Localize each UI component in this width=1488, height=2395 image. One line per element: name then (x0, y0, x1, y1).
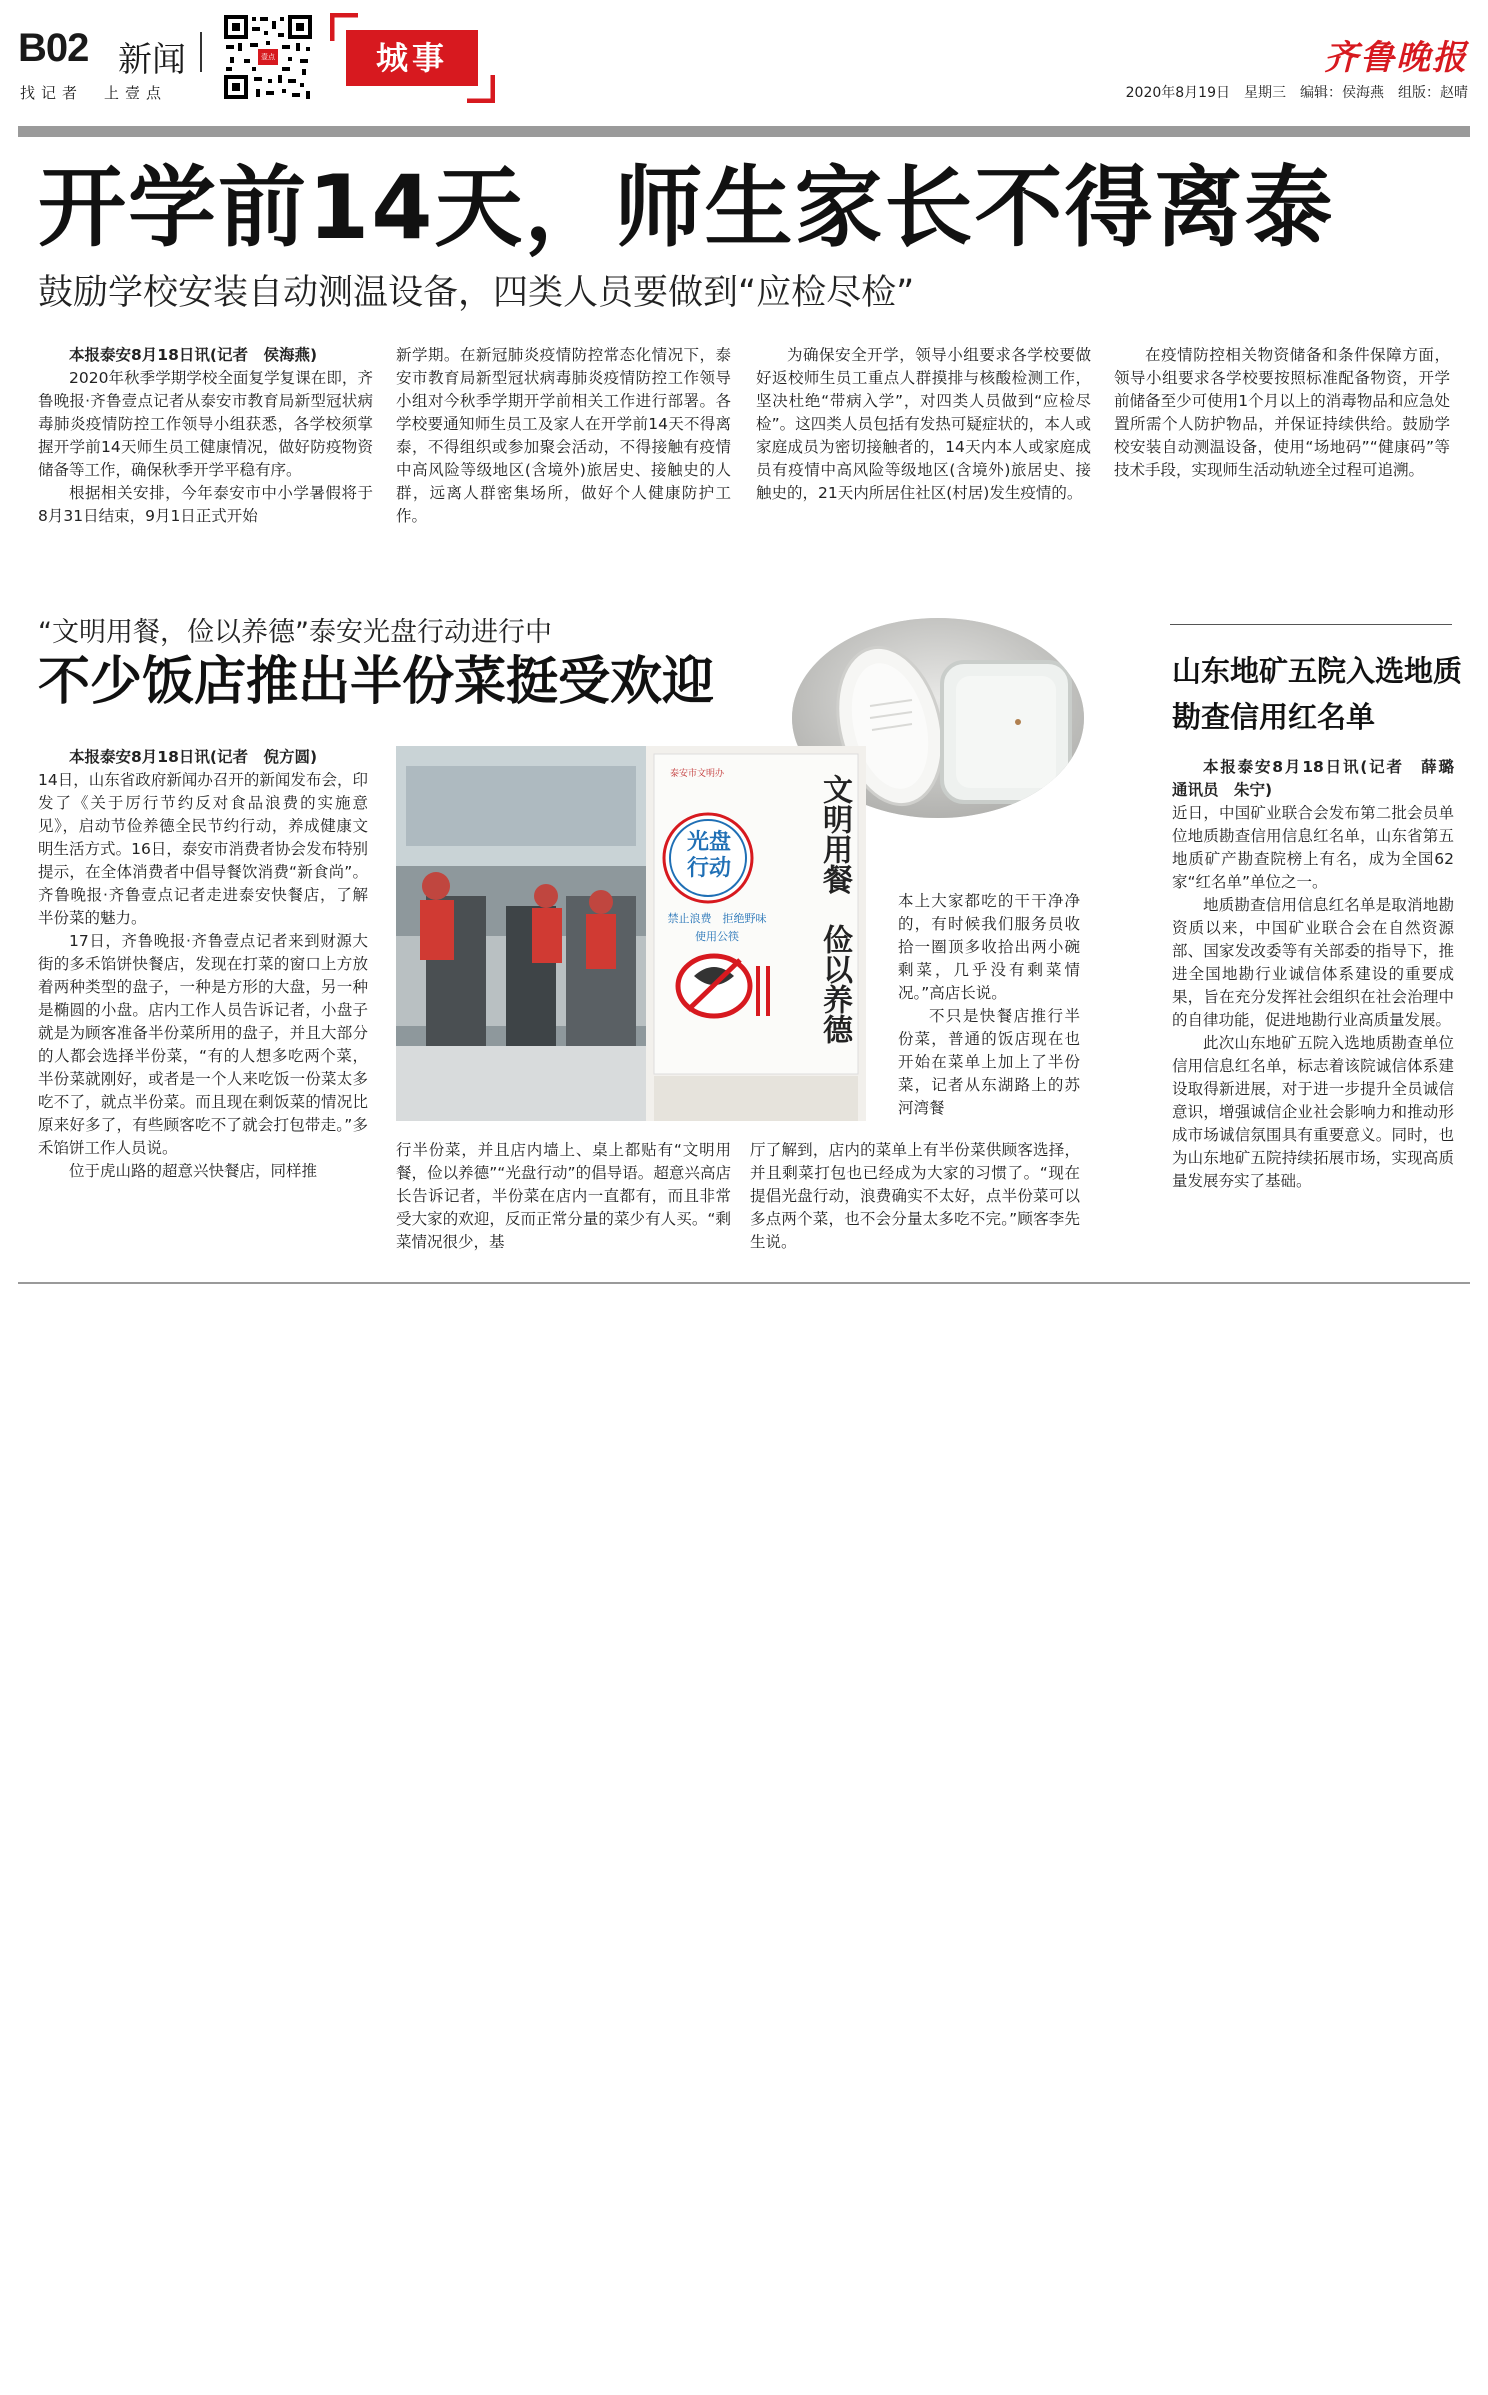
second-paragraph: 17日，齐鲁晚报·齐鲁壹点记者来到财源大街的多禾馅饼快餐店，发现在打菜的窗口上方放着两种类型的盘子，一种是方形的大盘，另一种是椭圆的小盘。店内工作人员告诉记者，小盘子就是为顾客准备半份菜所用的盘子，并且大部分的人都会选择半份菜，“有的人想多吃两个菜，半份菜就刚好，或者是一个人来吃饭一份菜太多吃不了，就点半份菜。而且现在剩饭菜的情况比原来好多了，有些顾客吃不了就会打包带走。”多禾馅饼工作人员说。 (38, 932, 368, 1157)
masthead-logo[interactable]: 齐鲁晚报 (1324, 38, 1468, 78)
qr-caption: 壹点 (261, 53, 275, 61)
second-paragraph: 行半份菜，并且店内墙上、桌上都贴有“文明用餐，俭以养德”“光盘行动”的倡导语。超意兴高店长告诉记者，半份菜在店内一直都有，而且非常受大家的欢迎，反而正常分量的菜少有人买。“剩菜情况很少，基 (396, 1141, 731, 1251)
page-header (0, 0, 1488, 110)
side-headline: 山东地矿五院入选地质勘查信用红名单 (1172, 654, 1463, 734)
poster-slogan: 文明用餐 俭以养德 (817, 774, 852, 1044)
second-paragraph: 不只是快餐店推行半份菜，普通的饭店现在也开始在菜单上加上了半份菜，记者从东湖路上的苏河湾餐 (898, 1007, 1080, 1117)
lead-paragraph: 在疫情防控相关物资储备和条件保障方面，领导小组要求各学校要按照标准配备物资，开学前储备至少可使用1个月以上的消毒物品和应急处置所需个人防护物品，并保证持续供给。鼓励学校安装自动测温设备，使用“场地码”“健康码”等技术手段，实现师生活动轨迹全过程可追溯。 (1114, 346, 1450, 479)
lead-byline: 本报泰安8月18日讯(记者 侯海燕) (69, 346, 318, 364)
header-rule (18, 126, 1470, 137)
second-col-1 (38, 746, 368, 1183)
lead-paragraph: 2020年秋季学期学校全面复学复课在即，齐鲁晚报·齐鲁壹点记者从泰安市教育局新型冠状病毒肺炎疫情防控工作领导小组获悉，各学校须掌握开学前14天师生员工健康情况，做好防疫物资储备等工作，确保秋季开学平稳有序。 (38, 369, 373, 479)
second-col-3-upper (898, 890, 1080, 1120)
second-col-2 (396, 1139, 731, 1254)
poster-sub: 禁止浪费 拒绝野味 使用公筷 (667, 912, 767, 943)
page-number: B02 (18, 26, 89, 70)
second-byline: 本报泰安8月18日讯(记者 倪方圆) (69, 748, 318, 766)
header-divider (200, 32, 202, 72)
side-body (1172, 756, 1470, 1193)
lead-col-4 (1114, 344, 1450, 482)
side-paragraph: 近日，中国矿业联合会发布第二批会员单位地质勘查信用信息红名单，山东省第五地质矿产勘查院榜上有名，成为全国62家“红名单”单位之一。 (1172, 804, 1454, 891)
section-name: 新闻 (118, 40, 186, 80)
lead-col-3 (756, 344, 1091, 505)
second-paragraph: 厅了解到，店内的菜单上有半份菜供顾客选择，并且剩菜打包也已经成为大家的习惯了。“现在提倡光盘行动，浪费确实不太好，点半份菜可以多点两个菜，也不会分量太多吃不完。”顾客李先生说。 (750, 1141, 1080, 1251)
second-paragraph: 本上大家都吃的干干净净的，有时候我们服务员收拾一圈顶多收拾出两小碗剩菜，几乎没有剩菜情况。”高店长说。 (898, 892, 1080, 1002)
lead-subheadline: 鼓励学校安装自动测温设备，四类人员要做到“应检尽检” (38, 273, 915, 313)
second-headline: 不少饭店推出半份菜挺受欢迎 (38, 652, 715, 712)
slogan: 找记者 上壹点 (20, 84, 168, 102)
side-byline: 本报泰安8月18日讯(记者 薛璐 通讯员 朱宁) (1172, 758, 1470, 799)
lead-paragraph: 根据相关安排，今年泰安市中小学暑假将于8月31日结束，9月1日正式开始 (38, 484, 373, 525)
lead-paragraph: 为确保安全开学，领导小组要求各学校要做好返校师生员工重点人群摸排与核酸检测工作，坚决杜绝“带病入学”，对四类人员做到“应检尽检”。这四类人员包括有发热可疑症状的，本人或家庭成员为密切接触者的，14天内本人或家庭成员有疫情中高风险等级地区(含境外)旅居史、接触史的，21天内所居住社区(村居)发生疫情的。 (756, 346, 1091, 502)
second-col-3-lower (750, 1139, 1080, 1254)
side-top-rule (1170, 624, 1452, 625)
lead-headline: 开学前14天，师生家长不得离泰 (38, 156, 1335, 259)
lead-col-1 (38, 344, 373, 528)
qr-code[interactable] (222, 13, 314, 101)
lead-col-2 (396, 344, 731, 528)
second-paragraph: 位于虎山路的超意兴快餐店，同样推 (69, 1162, 318, 1180)
issue-meta: 2020年8月19日 星期三 编辑：侯海燕 组版：赵晴 (1125, 85, 1468, 101)
page-bottom-rule (18, 1282, 1470, 1284)
second-paragraph: 14日，山东省政府新闻办召开的新闻发布会，印发了《关于厉行节约反对食品浪费的实施意见》，启动节俭养德全民节约行动，养成健康文明生活方式。16日，泰安市消费者协会发布特别提示，在全体消费者中倡导餐饮消费“新食尚”。齐鲁晚报·齐鲁壹点记者走进泰安快餐店，了解半份菜的魅力。 (38, 771, 368, 927)
lead-paragraph: 新学期。在新冠肺炎疫情防控常态化情况下，泰安市教育局新型冠状病毒肺炎疫情防控工作领导小组对今秋季学期开学前相关工作进行部署。各学校要通知师生员工及家人在开学前14天不得离泰，不得组织或参加聚会活动，不得接触有疫情中高风险等级地区(含境外)旅居史、接触史的人群，远离人群密集场所，做好个人健康防护工作。 (396, 346, 731, 525)
second-kicker: “文明用餐，俭以养德”泰安光盘行动进行中 (38, 617, 552, 648)
restaurant-photo (396, 746, 866, 1121)
section-tag[interactable]: 城事 (346, 30, 478, 86)
side-paragraph: 地质勘查信用信息红名单是取消地勘资质以来，中国矿业联合会在自然资源部、国家发改委等有关部委的指导下，推进全国地勘行业诚信体系建设的重要成果，旨在充分发挥社会组织在社会治理中的自律功能，促进地勘行业高质量发展。 (1172, 896, 1454, 1029)
poster-top-text: 泰安市文明办 (670, 769, 725, 779)
poster-title: 光盘 行动 (686, 830, 731, 881)
side-paragraph: 此次山东地矿五院入选地质勘查单位信用信息红名单，标志着该院诚信体系建设取得新进展，对于进一步提升全员诚信意识，增强诚信企业社会影响力和推动形成市场诚信氛围具有重要意义。同时，也为山东地矿五院持续拓展市场，实现高质量发展夯实了基础。 (1172, 1034, 1454, 1190)
